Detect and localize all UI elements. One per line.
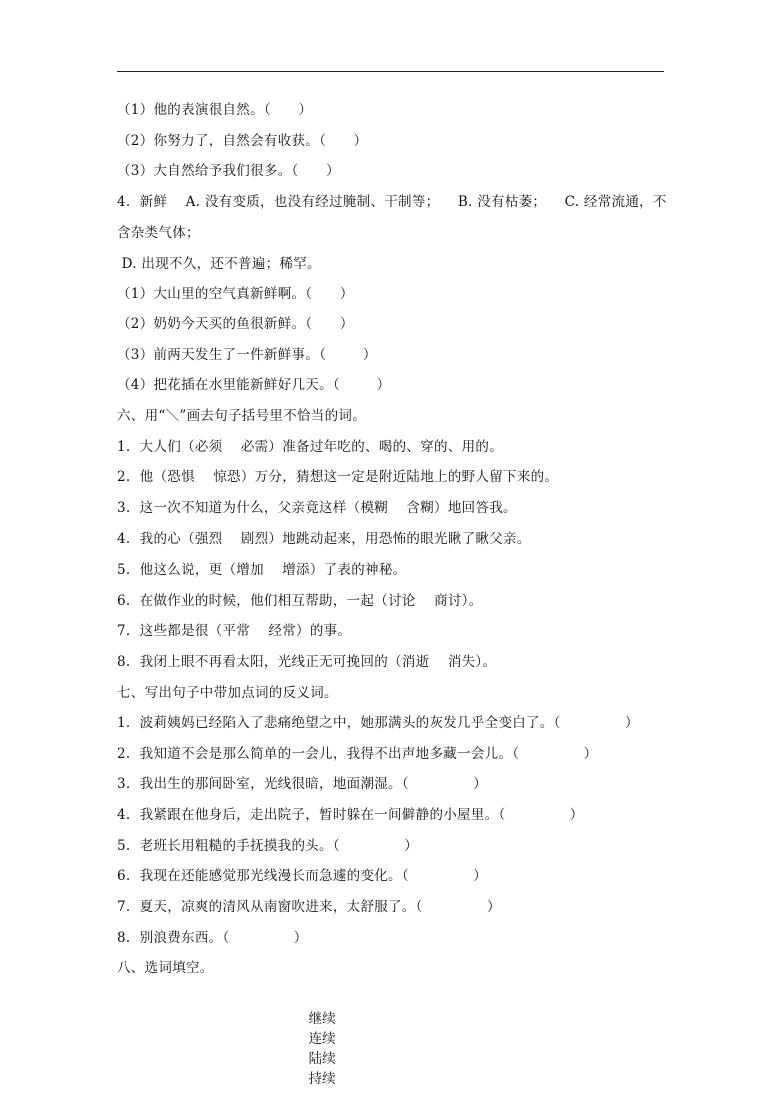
exercise-line: 3. 我出生的那间卧室，光线很暗，地面潮湿。（ ） <box>117 776 487 792</box>
exercise-line: 8. 别浪费东西。（ ） <box>117 930 308 946</box>
section-heading: 七、写出句子中带加点词的反义词。 <box>117 685 338 701</box>
header-rule <box>117 71 664 72</box>
exercise-line: 2. 我知道不会是那么简单的一会儿，我得不出声地多藏一会儿。（ ） <box>117 746 598 762</box>
exercise-line: 4. 我紧跟在他身后，走出院子，暂时躲在一间僻静的小屋里。（ ） <box>117 807 584 823</box>
exercise-line: 5. 老班长用粗糙的手抚摸我的头。（ ） <box>117 838 418 854</box>
exercise-line: 6. 在做作业的时候，他们相互帮助，一起（讨论 商讨）。 <box>117 593 483 609</box>
exercise-line: 8. 我闭上眼不再看太阳，光线正无可挽回的（消逝 消失）。 <box>117 654 497 670</box>
exercise-line: （3）大自然给予我们很多。（ ） <box>117 163 340 179</box>
exercise-line: （4）把花插在水里能新鲜好几天。（ ） <box>117 377 391 393</box>
exercise-line: 1. 大人们（必须 必需）准备过年吃的、喝的、穿的、用的。 <box>117 439 504 455</box>
word-bank-item: 连续 <box>308 1031 336 1047</box>
word-bank <box>300 991 358 1087</box>
section-heading: 八、选词填空。 <box>117 960 214 976</box>
exercise-line: （3）前两天发生了一件新鲜事。（ ） <box>117 347 377 363</box>
section-heading: 六、用“＼”画去句子括号里不恰当的词。 <box>117 408 367 424</box>
word-bank-item: 陆续 <box>308 1051 336 1067</box>
exercise-line: 3. 这一次不知道为什么，父亲竟这样（模糊 含糊）地回答我。 <box>117 500 517 516</box>
exercise-line: （2）你努力了，自然会有收获。（ ） <box>117 133 368 149</box>
exercise-line: 4. 我的心（强烈 剧烈）地跳动起来，用恐怖的眼光瞅了瞅父亲。 <box>117 531 531 547</box>
exercise-line: 2. 他（恐惧 惊恐）万分，猜想这一定是附近陆地上的野人留下来的。 <box>117 469 559 485</box>
exercise-line: 5. 他这么说，更（增加 增添）了表的神秘。 <box>117 562 407 578</box>
word-bank-item: 继续 <box>308 1011 336 1027</box>
word-bank-item: 持续 <box>308 1071 336 1087</box>
exercise-line: 7. 这些都是很（平常 经常）的事。 <box>117 623 352 639</box>
exercise-line: 含杂类气体； <box>117 225 200 241</box>
exercise-line: 4. 新鲜 A. 没有变质，也没有经过腌制、干制等； B. 没有枯萎； C. 经常流通，不 <box>117 194 667 210</box>
exercise-line: （1）他的表演很自然。（ ） <box>117 102 313 118</box>
exercise-line: 1. 波莉姨妈已经陷入了悲痛绝望之中，她那满头的灰发几乎全变白了。（ ） <box>117 715 639 731</box>
exercise-line: （2）奶奶今天买的鱼很新鲜。（ ） <box>117 316 354 332</box>
exercise-line: D. 出现不久，还不普遍；稀罕。 <box>117 256 321 272</box>
exercise-line: 7. 夏天，凉爽的清风从南窗吹进来，太舒服了。（ ） <box>117 899 501 915</box>
exercise-line: （1）大山里的空气真新鲜啊。（ ） <box>117 286 354 302</box>
exercise-line: 6. 我现在还能感觉那光线漫长而急遽的变化。（ ） <box>117 868 487 884</box>
